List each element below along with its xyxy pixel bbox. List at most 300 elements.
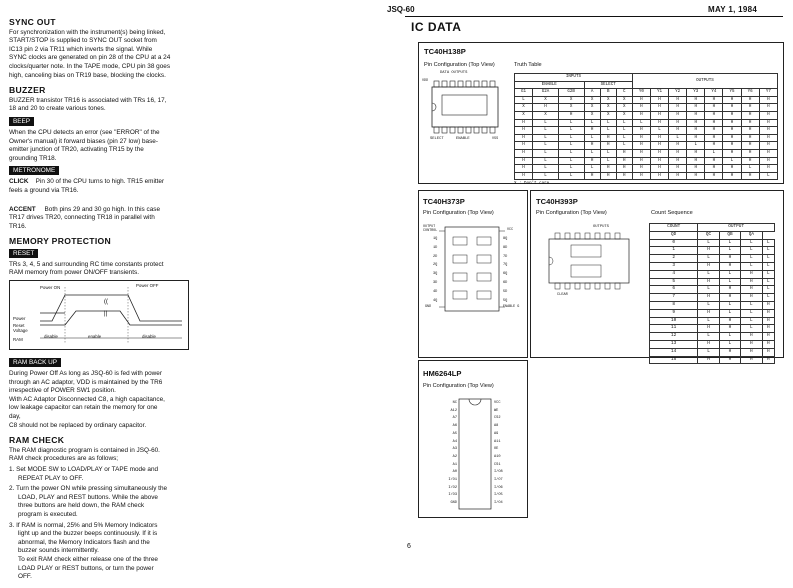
ram-backup-text bbox=[9, 370, 389, 430]
sync-out-line: clocks/quarter note. In the TAPE mode, CPU pin 38 goes bbox=[9, 62, 171, 70]
table-cell: L bbox=[719, 278, 740, 286]
table-cell: L bbox=[669, 134, 687, 142]
pin-label: GND bbox=[450, 501, 457, 506]
table-cell: H bbox=[719, 255, 740, 263]
memory-protection-text bbox=[9, 261, 389, 278]
table-cell: H bbox=[515, 157, 533, 165]
table-cell: H bbox=[759, 111, 777, 119]
pin-label: VCC bbox=[494, 401, 501, 405]
table-cell: 10 bbox=[650, 317, 698, 325]
table-cell: H bbox=[632, 111, 650, 119]
table-cell: L bbox=[719, 309, 740, 317]
pin-label: I/O4 bbox=[494, 501, 503, 506]
table-cell: H bbox=[705, 127, 723, 135]
table-cell: L bbox=[533, 127, 559, 135]
pin-label: A4 bbox=[452, 439, 457, 444]
hm6264lp-pin-config: Pin Configuration (Top View) bbox=[423, 383, 494, 389]
enable-header: ENABLE bbox=[515, 81, 585, 89]
table-cell: H bbox=[650, 157, 668, 165]
column-header: C bbox=[616, 89, 632, 97]
table-row bbox=[650, 317, 775, 325]
table-row bbox=[650, 301, 775, 309]
table-cell: H bbox=[616, 149, 632, 157]
table-row bbox=[515, 165, 778, 173]
column-header: QA bbox=[741, 231, 762, 239]
table-cell: L bbox=[719, 239, 740, 247]
pin-label: A12 bbox=[450, 408, 457, 413]
table-cell: H bbox=[650, 165, 668, 173]
table-row bbox=[515, 111, 778, 119]
ram-check-heading: RAM CHECK bbox=[9, 435, 65, 446]
table-cell: H bbox=[741, 127, 759, 135]
table-row bbox=[650, 309, 775, 317]
metronome-tag: METRONOME bbox=[9, 166, 59, 175]
table-cell: L bbox=[741, 255, 762, 263]
table-cell: L bbox=[741, 247, 762, 255]
table-cell: L bbox=[762, 294, 774, 302]
ram-backup-line: low leakage capacitor can retain the memory for one bbox=[9, 404, 158, 412]
count-sequence-label: Count Sequence bbox=[651, 210, 693, 216]
table-cell: L bbox=[741, 301, 762, 309]
table-cell: 1 bbox=[650, 247, 698, 255]
table-cell: H bbox=[723, 119, 741, 127]
pins-right bbox=[503, 235, 507, 305]
table-cell: H bbox=[600, 134, 616, 142]
tc40h373p-box bbox=[418, 190, 528, 358]
click-label: CLICK bbox=[9, 178, 29, 186]
table-cell: H bbox=[698, 309, 719, 317]
table-cell: L bbox=[719, 340, 740, 348]
table-cell: 8 bbox=[650, 301, 698, 309]
pin-label: WE bbox=[494, 408, 499, 413]
accent-line: TR17 drives TR20, connecting TR18 in parallel with bbox=[9, 214, 155, 222]
column-header: QB bbox=[719, 231, 740, 239]
table-cell: H bbox=[515, 134, 533, 142]
table-cell: L bbox=[616, 127, 632, 135]
table-row bbox=[650, 270, 775, 278]
pin-label: 3Q bbox=[433, 272, 438, 277]
pin-label: A6 bbox=[452, 424, 457, 429]
enable-label: enable bbox=[88, 334, 102, 340]
pin-label: 5Q bbox=[503, 298, 508, 303]
ram-backup-line: day, bbox=[9, 413, 21, 421]
tc40h373p-pin-diagram bbox=[423, 223, 523, 319]
table-cell: H bbox=[762, 301, 774, 309]
table-cell: H bbox=[515, 149, 533, 157]
table-cell: H bbox=[650, 149, 668, 157]
ram-backup-line: With AC Adaptor Disconnected C8, a high capacitance, bbox=[9, 395, 165, 403]
table-cell: L bbox=[533, 172, 559, 180]
pin-label: 1D bbox=[433, 245, 438, 250]
pin-label: CS1 bbox=[494, 462, 501, 467]
table-cell: H bbox=[600, 165, 616, 173]
table-cell: L bbox=[558, 134, 584, 142]
table-cell: X bbox=[558, 96, 584, 104]
table-cell: 3 bbox=[650, 262, 698, 270]
table-cell: H bbox=[723, 96, 741, 104]
beep-text bbox=[9, 129, 389, 163]
table-cell: H bbox=[687, 157, 705, 165]
enable-g-label: ENABLE G bbox=[503, 305, 520, 309]
table-cell: H bbox=[705, 142, 723, 150]
ic-package-outline bbox=[541, 223, 637, 305]
sync-out-line: IC13 pin 2 via TR11 which inverts the signal. While bbox=[9, 45, 153, 53]
table-cell: H bbox=[762, 309, 774, 317]
left-column bbox=[9, 18, 389, 588]
tc40h393p-box bbox=[530, 190, 784, 362]
column-header: Y3 bbox=[687, 89, 705, 97]
table-cell: L bbox=[719, 301, 740, 309]
pins-left bbox=[433, 235, 437, 305]
table-cell: X bbox=[558, 104, 584, 112]
column-header: A bbox=[584, 89, 600, 97]
table-cell: H bbox=[741, 333, 762, 341]
table-cell: L bbox=[584, 119, 600, 127]
pin-label: I/O1 bbox=[448, 478, 457, 483]
table-cell: X bbox=[584, 104, 600, 112]
table-cell: L bbox=[687, 142, 705, 150]
column-header: G1 bbox=[515, 89, 533, 97]
table-cell: X bbox=[584, 96, 600, 104]
pin-label: A10 bbox=[494, 454, 501, 459]
table-cell: H bbox=[632, 142, 650, 150]
step-line: LOAD PLAY or REST buttons, or turn the power bbox=[18, 564, 154, 572]
table-cell: H bbox=[632, 165, 650, 173]
tc40h373p-pin-config: Pin Configuration (Top View) bbox=[423, 210, 494, 216]
table-cell: H bbox=[762, 356, 774, 364]
table-cell: L bbox=[533, 165, 559, 173]
table-cell: L bbox=[600, 157, 616, 165]
accent-label: ACCENT bbox=[9, 205, 36, 213]
table-cell: L bbox=[741, 262, 762, 270]
table-row bbox=[515, 172, 778, 180]
step-line: 3. If RAM is normal, 25% and 5% Memory Indicators bbox=[9, 521, 158, 529]
table-cell: H bbox=[723, 165, 741, 173]
table-cell: L bbox=[762, 262, 774, 270]
table-row bbox=[515, 157, 778, 165]
inputs-header: INPUTS bbox=[515, 74, 633, 82]
step-line: buzzer sounds intermittently. bbox=[18, 547, 99, 555]
table-cell: L bbox=[600, 149, 616, 157]
table-row bbox=[650, 239, 775, 247]
ic-data-title: IC DATA bbox=[411, 20, 462, 34]
table-cell: L bbox=[741, 325, 762, 333]
table-cell: L bbox=[616, 142, 632, 150]
table-cell: H bbox=[515, 127, 533, 135]
column-header: Y6 bbox=[741, 89, 759, 97]
table-row bbox=[650, 262, 775, 270]
ram-backup-section bbox=[9, 357, 389, 430]
table-cell: L bbox=[558, 157, 584, 165]
truth-table bbox=[514, 73, 778, 180]
table-cell: H bbox=[687, 127, 705, 135]
tc40h138p-pin-config: Pin Configuration (Top View) bbox=[424, 62, 495, 68]
table-cell: L bbox=[616, 119, 632, 127]
table-cell: H bbox=[687, 119, 705, 127]
table-cell: H bbox=[705, 104, 723, 112]
table-cell: H bbox=[584, 172, 600, 180]
table-cell: X bbox=[584, 111, 600, 119]
table-cell: H bbox=[584, 142, 600, 150]
table-cell: H bbox=[616, 157, 632, 165]
ram-label: RAM bbox=[13, 337, 23, 343]
column-header: Y0 bbox=[632, 89, 650, 97]
memory-protection-section bbox=[9, 237, 389, 350]
tc40h393p-pin-diagram bbox=[541, 223, 637, 305]
count-table bbox=[649, 223, 775, 364]
disable-label-1: disable bbox=[44, 334, 58, 340]
table-cell: L bbox=[741, 239, 762, 247]
table-cell: H bbox=[687, 165, 705, 173]
table-cell: H bbox=[584, 127, 600, 135]
sync-out-text bbox=[9, 29, 389, 81]
count-table-column-header bbox=[650, 231, 775, 239]
count-header: COUNT bbox=[650, 224, 698, 232]
step-line: To exit RAM check either release one of the three bbox=[18, 555, 158, 563]
table-cell: H bbox=[650, 111, 668, 119]
table-cell: L bbox=[632, 119, 650, 127]
beep-line: When the CPU detects an error (see "ERROR" of the bbox=[9, 128, 160, 136]
table-cell: H bbox=[616, 165, 632, 173]
ram-check-step-1 bbox=[9, 466, 389, 483]
table-cell: L bbox=[762, 286, 774, 294]
table-cell: H bbox=[759, 165, 777, 173]
buzzer-section bbox=[9, 86, 389, 231]
table-cell: H bbox=[616, 172, 632, 180]
click-line: Pin 30 of the CPU turns to high. TR15 emitter bbox=[35, 178, 165, 186]
pin-label: 7D bbox=[503, 254, 508, 259]
table-cell: H bbox=[687, 104, 705, 112]
table-cell: L bbox=[558, 165, 584, 173]
sync-out-line: SYNC clocks are generated on pin 28 of the CPU at a 24 bbox=[9, 54, 171, 62]
table-cell: H bbox=[584, 157, 600, 165]
table-cell: X bbox=[616, 96, 632, 104]
truth-table-group-header bbox=[515, 74, 778, 82]
ram-check-intro-line: RAM check procedures are as follows; bbox=[9, 455, 119, 463]
table-cell: H bbox=[650, 134, 668, 142]
table-cell: H bbox=[698, 247, 719, 255]
pin-label: 4D bbox=[433, 289, 438, 294]
table-cell: 4 bbox=[650, 270, 698, 278]
table-cell: H bbox=[719, 294, 740, 302]
table-cell: H bbox=[632, 134, 650, 142]
table-cell: X bbox=[533, 96, 559, 104]
table-cell: L bbox=[741, 165, 759, 173]
table-cell: L bbox=[533, 134, 559, 142]
output-control-label bbox=[423, 225, 437, 233]
table-cell: L bbox=[584, 149, 600, 157]
table-cell: L bbox=[698, 301, 719, 309]
vdd-label: VDD bbox=[422, 79, 429, 83]
table-cell: L bbox=[698, 255, 719, 263]
pin-label: A5 bbox=[452, 431, 457, 436]
accent-line: Both pins 29 and 30 go high. In this case bbox=[44, 205, 160, 213]
table-cell: H bbox=[687, 172, 705, 180]
table-row bbox=[650, 294, 775, 302]
hm6264lp-box bbox=[418, 360, 528, 518]
ram-backup-line: During Power Off As long as JSQ-60 is fed with power bbox=[9, 370, 162, 378]
header-model: JSQ-60 bbox=[387, 5, 415, 14]
pins-right bbox=[494, 400, 503, 508]
table-cell: L bbox=[558, 127, 584, 135]
ic-package-outline bbox=[422, 71, 508, 147]
table-cell: X bbox=[600, 96, 616, 104]
pin-label: 4Q bbox=[433, 298, 438, 303]
table-cell: L bbox=[762, 270, 774, 278]
table-cell: H bbox=[719, 317, 740, 325]
table-cell: H bbox=[650, 172, 668, 180]
table-cell: H bbox=[687, 96, 705, 104]
column-header: QD bbox=[650, 231, 698, 239]
table-cell: L bbox=[762, 255, 774, 263]
table-cell: 12 bbox=[650, 333, 698, 341]
tc40h138p-pin-diagram bbox=[422, 71, 508, 147]
header-rule bbox=[405, 16, 783, 17]
page-number: 6 bbox=[407, 543, 411, 550]
table-cell: L bbox=[558, 119, 584, 127]
table-cell: L bbox=[533, 142, 559, 150]
tc40h393p-pin-config: Pin Configuration (Top View) bbox=[536, 210, 607, 216]
pin-label: 6Q bbox=[503, 272, 508, 277]
table-cell: H bbox=[705, 172, 723, 180]
table-row bbox=[650, 325, 775, 333]
ram-backup-line: C8 should not be replaced by ordinary capacitor. bbox=[9, 421, 147, 429]
pin-label: 5D bbox=[503, 289, 508, 294]
step-line: 2. Turn the power ON while pressing simultaneously the bbox=[9, 485, 168, 493]
table-cell: H bbox=[669, 127, 687, 135]
table-cell: H bbox=[741, 149, 759, 157]
table-cell: H bbox=[723, 149, 741, 157]
pin-label: 2Q bbox=[433, 263, 438, 268]
table-cell: H bbox=[719, 356, 740, 364]
table-cell: L bbox=[762, 239, 774, 247]
table-cell: H bbox=[741, 142, 759, 150]
table-cell: H bbox=[669, 157, 687, 165]
control-label: CONTROL bbox=[423, 229, 438, 233]
table-cell: H bbox=[741, 96, 759, 104]
count-table-group-header bbox=[650, 224, 775, 232]
table-cell: H bbox=[741, 119, 759, 127]
tc40h138p-truth-table bbox=[514, 73, 778, 186]
gnd-label: GND bbox=[425, 305, 432, 309]
table-cell: L bbox=[698, 270, 719, 278]
table-cell: H bbox=[669, 104, 687, 112]
table-cell: H bbox=[669, 119, 687, 127]
table-cell: H bbox=[600, 142, 616, 150]
svg-text:((: (( bbox=[104, 299, 108, 306]
tc40h138p-truth-table-label: Truth Table bbox=[514, 62, 542, 68]
table-cell: 5 bbox=[650, 278, 698, 286]
table-cell: X bbox=[533, 111, 559, 119]
power-label: Power bbox=[13, 316, 26, 322]
table-cell: H bbox=[705, 134, 723, 142]
table-cell: L bbox=[558, 142, 584, 150]
sync-out-heading: SYNC OUT bbox=[9, 17, 56, 27]
click-text bbox=[9, 178, 389, 195]
header-date: MAY 1, 1984 bbox=[708, 5, 758, 14]
table-cell: H bbox=[669, 96, 687, 104]
ram-backup-tag: RAM BACK UP bbox=[9, 358, 61, 367]
table-cell: X bbox=[600, 111, 616, 119]
pin-label: 7Q bbox=[503, 263, 508, 268]
svg-text:||: || bbox=[104, 311, 108, 318]
table-cell: H bbox=[741, 340, 762, 348]
sync-out-line: high, canceling bias on TR19 base, blocking the clocks. bbox=[9, 71, 166, 79]
accent-text bbox=[9, 206, 389, 232]
memory-protection-line: RAM memory from power ON/OFF transients. bbox=[9, 269, 139, 277]
table-cell: H bbox=[741, 348, 762, 356]
pin-label: CS2 bbox=[494, 416, 501, 421]
beep-line: grounding TR18. bbox=[9, 154, 57, 162]
outputs-label: OUTPUTS bbox=[593, 225, 609, 229]
table-cell: 14 bbox=[650, 348, 698, 356]
table-cell: L bbox=[698, 348, 719, 356]
table-cell: L bbox=[533, 119, 559, 127]
table-cell: H bbox=[741, 278, 762, 286]
pins-left bbox=[437, 400, 457, 508]
accent-line: TR16. bbox=[9, 222, 27, 230]
ram-backup-line: irrespective of POWER SW1 position. bbox=[9, 387, 116, 395]
table-cell: H bbox=[698, 278, 719, 286]
pin-label: I/O3 bbox=[448, 493, 457, 498]
table-cell: L bbox=[698, 333, 719, 341]
table-cell: H bbox=[669, 111, 687, 119]
table-cell: H bbox=[705, 157, 723, 165]
beep-tag: BEEP bbox=[9, 117, 34, 126]
table-cell: L bbox=[759, 172, 777, 180]
vss-label: VSS bbox=[492, 137, 499, 141]
pin-label: 6D bbox=[503, 280, 508, 285]
column-header: Y4 bbox=[705, 89, 723, 97]
table-cell: H bbox=[698, 325, 719, 333]
reset-label: Reset bbox=[13, 323, 25, 329]
table-cell: H bbox=[705, 96, 723, 104]
pin-label: 8Q bbox=[503, 237, 508, 241]
pin-label: I/O2 bbox=[448, 485, 457, 490]
step-line: light up and the buzzer beeps continuously. If it is bbox=[18, 530, 158, 538]
pin-label: I/O8 bbox=[494, 470, 503, 475]
column-header: Y2 bbox=[669, 89, 687, 97]
table-cell: H bbox=[650, 119, 668, 127]
tc40h138p-title: TC40H138P bbox=[424, 47, 466, 56]
step-line: abnormal, the Memory Indicators flash and the bbox=[18, 538, 150, 546]
table-cell: L bbox=[719, 270, 740, 278]
table-row bbox=[650, 247, 775, 255]
table-cell: H bbox=[698, 262, 719, 270]
enable-label: ENABLE bbox=[456, 137, 470, 141]
table-row bbox=[515, 134, 778, 142]
table-cell: H bbox=[687, 111, 705, 119]
table-cell: H bbox=[650, 142, 668, 150]
step-line: program is executed. bbox=[18, 510, 78, 518]
hm6264lp-title: HM6264LP bbox=[423, 369, 462, 378]
table-cell: L bbox=[515, 96, 533, 104]
output-label: OUTPUT bbox=[423, 225, 436, 229]
table-cell: 7 bbox=[650, 294, 698, 302]
table-cell: H bbox=[698, 340, 719, 348]
table-row bbox=[515, 127, 778, 135]
column-header: Y7 bbox=[759, 89, 777, 97]
buzzer-heading: BUZZER bbox=[9, 85, 46, 96]
step-line: 1. Set MODE SW to LOAD/PLAY or TAPE mode and bbox=[9, 466, 159, 473]
table-cell: H bbox=[759, 119, 777, 127]
table-cell: L bbox=[698, 317, 719, 325]
table-cell: H bbox=[723, 111, 741, 119]
table-row bbox=[515, 149, 778, 157]
table-cell: 15 bbox=[650, 356, 698, 364]
step-line: OFF. bbox=[18, 573, 32, 581]
table-cell: 0 bbox=[650, 239, 698, 247]
